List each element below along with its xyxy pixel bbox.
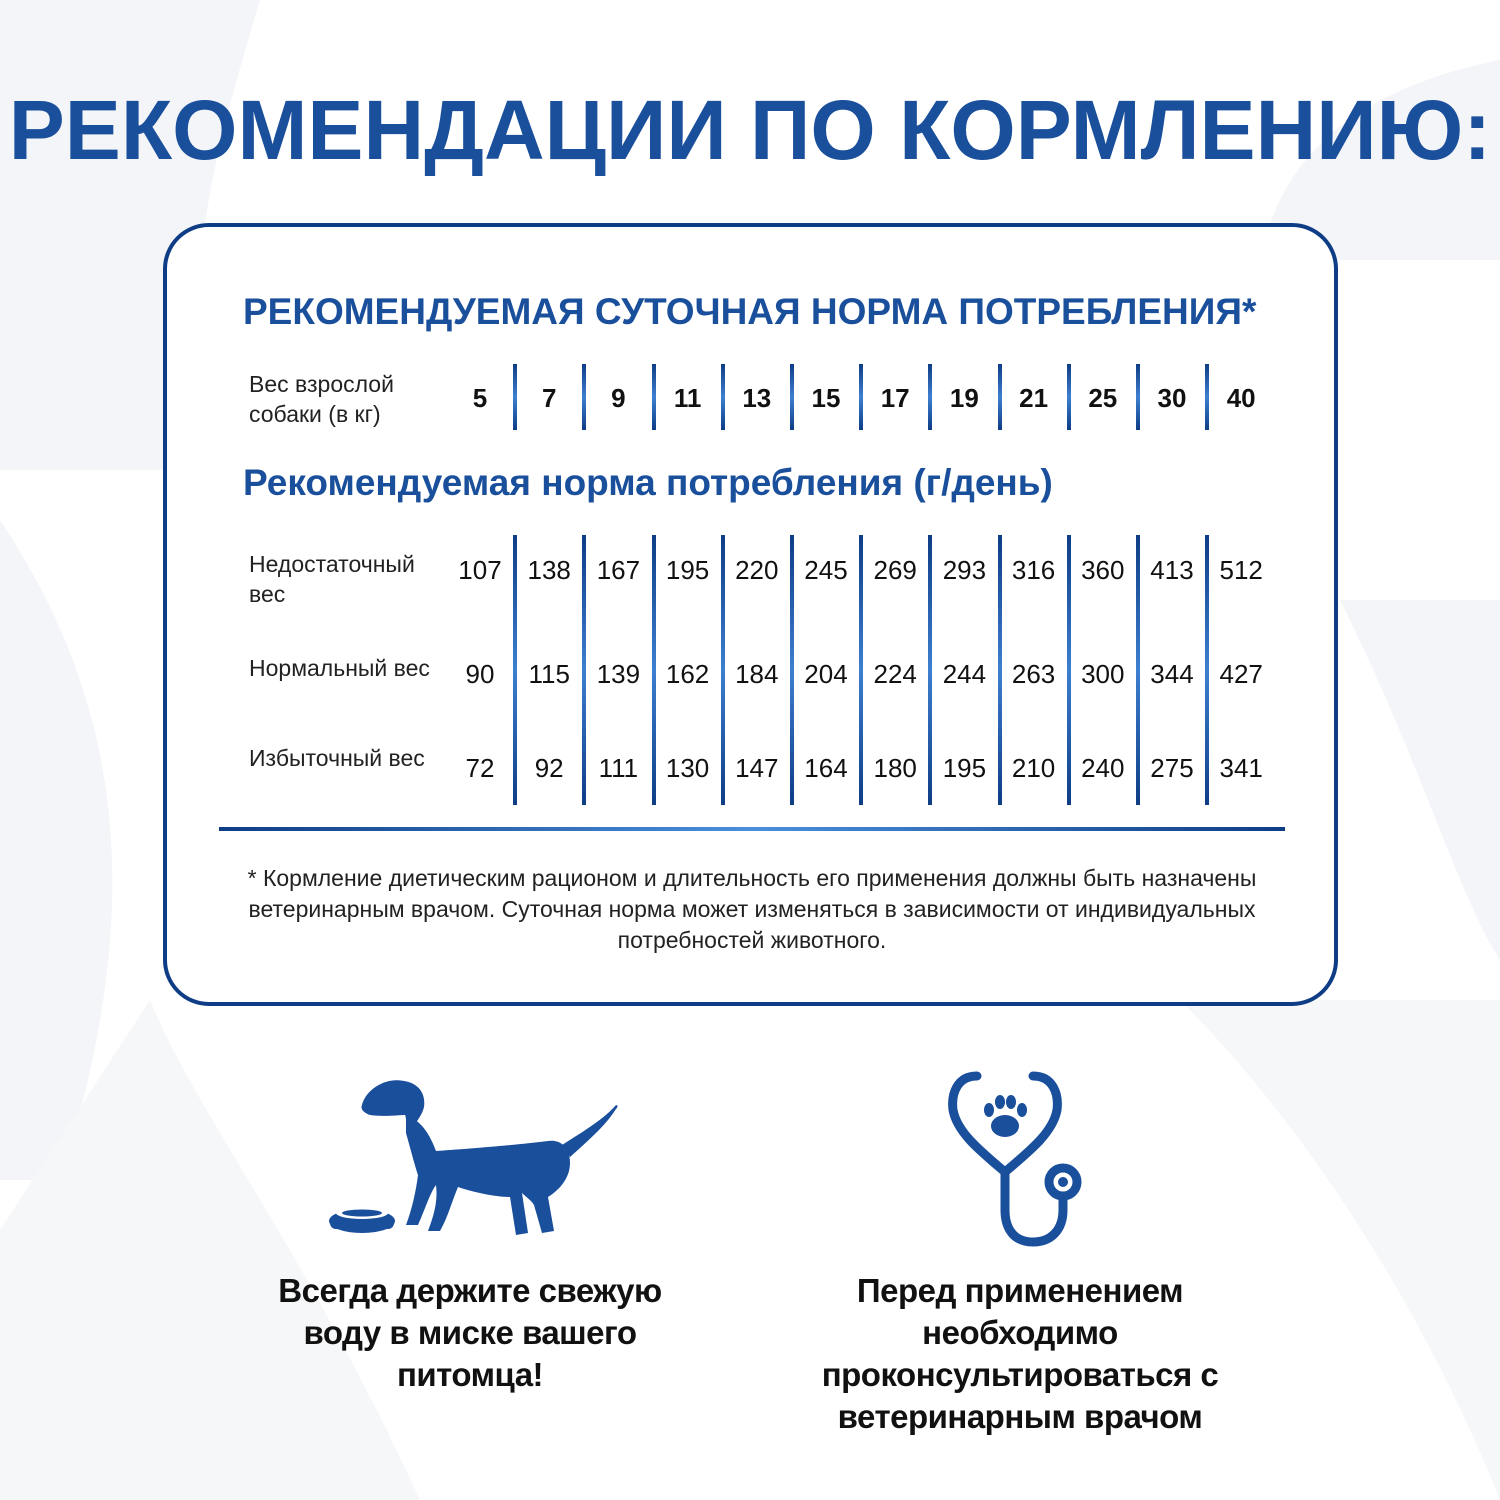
row-label-overweight: Избыточный вес	[249, 745, 425, 771]
column-separator	[859, 364, 863, 430]
table-cell: 115	[528, 659, 570, 689]
table-cell: 139	[596, 659, 641, 689]
table-cell: 138	[527, 555, 571, 585]
weight-cell: 15	[811, 383, 841, 413]
column-separator	[1205, 364, 1209, 430]
table-cell: 195	[942, 753, 987, 783]
column-separator	[721, 364, 725, 430]
row-label-normal: Нормальный вес	[249, 655, 430, 681]
table-cell: 224	[873, 659, 917, 689]
table-cell: 512	[1219, 555, 1263, 585]
column-separator	[652, 535, 656, 805]
table-cell: 244	[942, 659, 987, 689]
column-separator	[859, 535, 863, 805]
table-cell: 210	[1011, 753, 1056, 783]
weight-row-label: Вес взрослой собаки (в кг)	[249, 371, 394, 427]
table-cell: 300	[1081, 659, 1125, 689]
table-cell: 180	[873, 753, 917, 783]
table-cell: 107	[458, 555, 502, 585]
table-cell: 269	[873, 555, 917, 585]
dog-with-bowl-icon	[326, 1075, 626, 1245]
vet-tip: Перед применением необходимо проконсультироваться с ветеринарным врачом	[821, 1272, 1219, 1435]
column-separator	[790, 364, 794, 430]
column-separator	[1136, 364, 1140, 430]
weight-cell: 40	[1226, 383, 1256, 413]
table-cell: 195	[665, 555, 710, 585]
norm-heading: Рекомендуемая норма потребления (г/день)	[243, 462, 1053, 503]
column-separator	[652, 364, 656, 430]
page-title: РЕКОМЕНДАЦИИ ПО КОРМЛЕНИЮ:	[8, 83, 1492, 177]
water-tip: Всегда держите свежую воду в миске вашего питомца!	[278, 1272, 662, 1393]
column-separator	[582, 535, 586, 805]
table-cell: 147	[735, 753, 779, 783]
table-cell: 360	[1081, 555, 1125, 585]
table-cell: 164	[804, 753, 848, 783]
table-cell: 204	[804, 659, 848, 689]
column-separator	[790, 535, 794, 805]
column-separator	[1205, 535, 1209, 805]
table-cell: 220	[735, 555, 779, 585]
table-cell: 341	[1219, 753, 1263, 783]
table-cell: 162	[665, 659, 710, 689]
table-cell: 293	[942, 555, 987, 585]
table-cell: 245	[804, 555, 848, 585]
stethoscope-paw-icon	[945, 1070, 1105, 1250]
table-cell: 344	[1150, 659, 1194, 689]
table-cell: 72	[465, 753, 495, 783]
column-separator	[513, 364, 517, 430]
weight-cell: 9	[611, 383, 626, 413]
table-cell: 427	[1219, 659, 1263, 689]
weight-cell: 13	[742, 383, 772, 413]
column-separator	[1136, 535, 1140, 805]
weight-cell: 5	[472, 383, 488, 413]
column-separator	[998, 535, 1002, 805]
column-separator	[928, 535, 932, 805]
weight-cell: 11	[673, 383, 702, 413]
table-cell: 90	[465, 659, 495, 689]
weight-cell: 19	[949, 383, 979, 413]
weight-cell: 30	[1157, 383, 1187, 413]
column-separator	[928, 364, 932, 430]
table-cell: 316	[1011, 555, 1056, 585]
table-divider	[219, 827, 1285, 831]
weight-cell: 21	[1019, 383, 1049, 413]
weight-cell: 25	[1088, 383, 1118, 413]
table-cell: 263	[1011, 659, 1056, 689]
weight-cell: 17	[880, 383, 910, 413]
column-separator	[721, 535, 725, 805]
column-separator	[1067, 535, 1071, 805]
column-separator	[513, 535, 517, 805]
table-cell: 130	[665, 753, 710, 783]
table-cell: 92	[534, 753, 564, 783]
column-separator	[1067, 364, 1071, 430]
row-label-underweight: Недостаточный вес	[249, 551, 415, 607]
table-cell: 167	[596, 555, 641, 585]
card-heading: РЕКОМЕНДУЕМАЯ СУТОЧНАЯ НОРМА ПОТРЕБЛЕНИЯ*	[243, 291, 1257, 332]
table-cell: 240	[1081, 753, 1125, 783]
table-cell: 275	[1150, 753, 1194, 783]
table-cell: 184	[735, 659, 779, 689]
weight-cell: 7	[541, 383, 557, 413]
feeding-table-card	[163, 223, 1338, 1006]
column-separator	[998, 364, 1002, 430]
table-cell: 111	[598, 753, 639, 783]
table-cell: 413	[1150, 555, 1194, 585]
footnote: * Кормление диетическим рационом и длительность его применения должны быть назначены ветеринарным врачом. Суточная норма может изменяться в зависимости от индивидуальных потребностей животного.	[247, 865, 1257, 953]
column-separator	[582, 364, 586, 430]
